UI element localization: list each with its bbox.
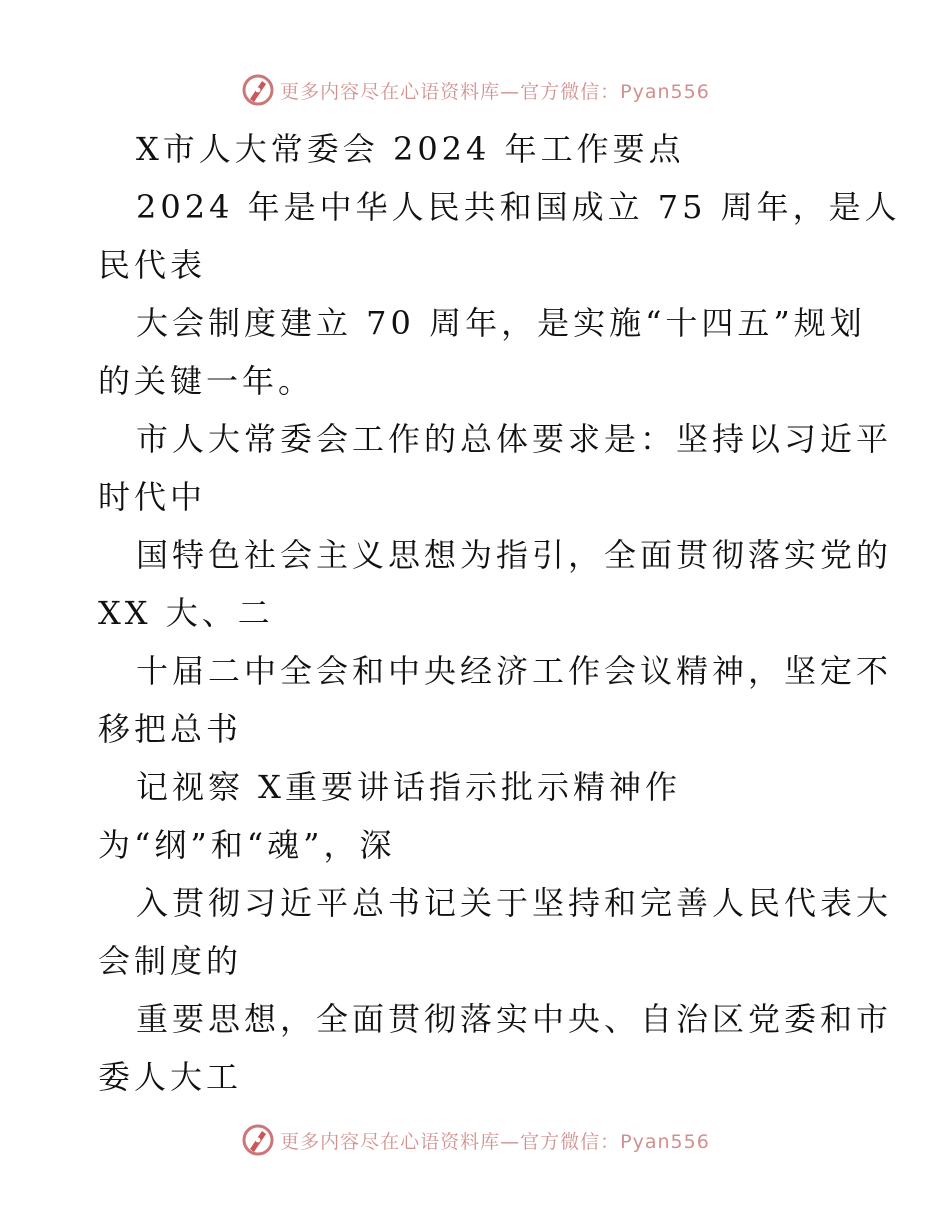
- text-line: 的关键一年。: [98, 362, 315, 400]
- text-line: 会制度的: [98, 942, 243, 980]
- pen-logo-icon: [240, 72, 276, 108]
- pen-logo-icon: [240, 1122, 276, 1158]
- text-line: 入贯彻习近平总书记关于坚持和完善人民代表大: [136, 884, 893, 922]
- text-line: 记视察 X重要讲话指示批示精神作: [136, 768, 681, 806]
- text-line: 国特色社会主义思想为指引，全面贯彻落实党的: [136, 536, 893, 574]
- text-line: 移把总书: [98, 710, 243, 748]
- document-body: [98, 120, 901, 1106]
- text-line: 时代中: [98, 478, 207, 516]
- text-line: XX 大、二: [98, 594, 274, 632]
- watermark-banner-top: [0, 70, 950, 110]
- text-line: 大会制度建立 70 周年，是实施“十四五”规划: [136, 304, 866, 342]
- watermark-text: 更多内容尽在心语资料库—官方微信：Pyan556: [280, 80, 710, 103]
- text-line: 2024 年是中华人民共和国成立 75 周年，是人: [136, 188, 901, 226]
- text-line: 市人大常委会工作的总体要求是：坚持以习近平: [136, 420, 893, 458]
- text-line: 为“纲”和“魂”，深: [98, 826, 396, 864]
- text-line: 委人大工: [98, 1058, 243, 1096]
- text-line: 十届二中全会和中央经济工作会议精神，坚定不: [136, 652, 893, 690]
- watermark-text: 更多内容尽在心语资料库—官方微信：Pyan556: [280, 1130, 710, 1153]
- watermark-banner-bottom: [0, 1120, 950, 1160]
- text-line: 重要思想，全面贯彻落实中央、自治区党委和市: [136, 1000, 893, 1038]
- document-title: X市人大常委会 2024 年工作要点: [136, 130, 685, 168]
- text-line: 民代表: [98, 246, 207, 284]
